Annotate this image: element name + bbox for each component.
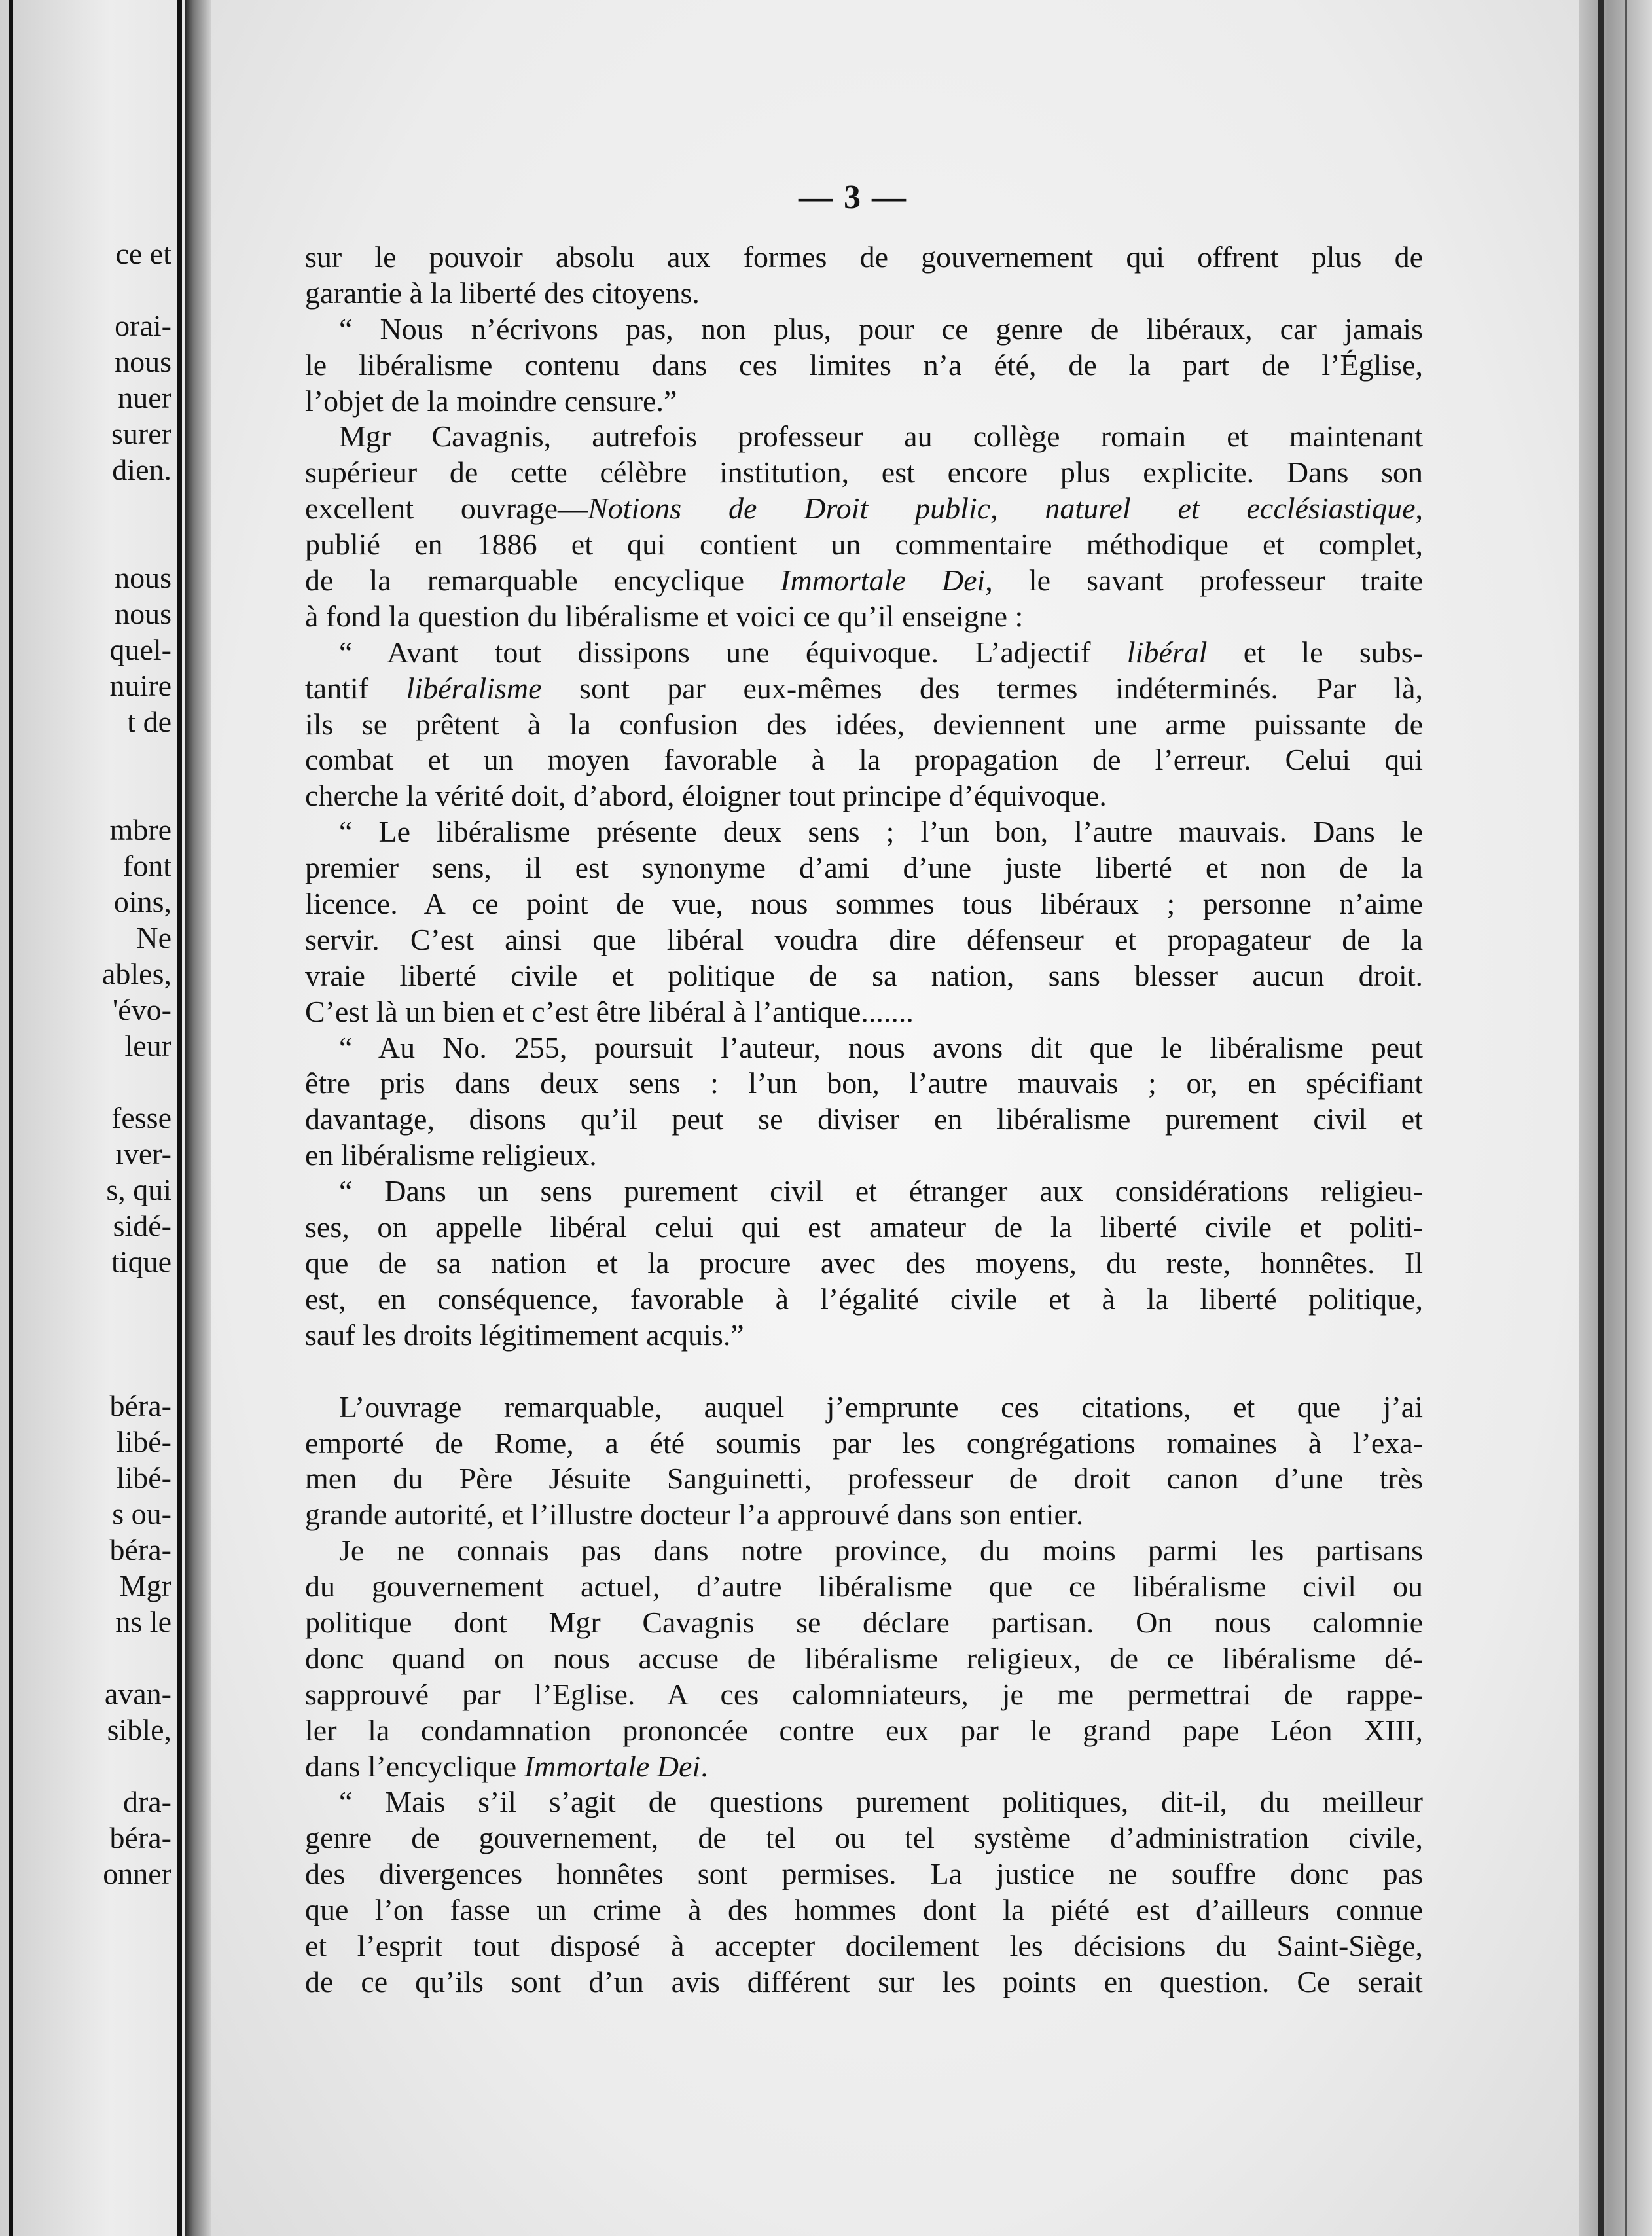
text-run: “ Dans un sens purement civil et étranger aux considérations religieu- [339, 1174, 1423, 1208]
left-fragment-line [0, 1064, 171, 1100]
left-fragment-line: libé- [116, 1461, 171, 1494]
text-line [305, 671, 1423, 707]
left-fragment-line: ıver- [115, 1137, 171, 1170]
left-fragment-line: libé- [116, 1425, 171, 1458]
text-run: est, en conséquence, favorable à l’égalité civile et à la liberté politique, [305, 1282, 1423, 1316]
text-run: L’ouvrage remarquable, auquel j’emprunte ces citations, et que j’ai [339, 1390, 1423, 1424]
italic-title: Immortale Dei [524, 1749, 701, 1783]
text-line [305, 886, 1423, 922]
text-line [305, 1784, 1423, 1820]
italic-title: libéral [1126, 635, 1208, 669]
left-fragment-line [0, 272, 171, 308]
text-run: grande autorité, et l’illustre docteur l’a approuvé dans son entier. [305, 1498, 1084, 1532]
text-run: des divergences honnêtes sont permises. La justice ne souffre donc pas [305, 1857, 1423, 1891]
text-line [305, 814, 1423, 850]
text-run: que de sa nation et la procure avec des moyens, du reste, honnêtes. Il [305, 1246, 1423, 1280]
right-page-edge [1579, 0, 1652, 2236]
text-line [305, 1318, 1423, 1354]
text-run: du gouvernement actuel, d’autre libéralisme que ce libéralisme civil ou [305, 1570, 1423, 1604]
text-line [305, 1461, 1423, 1497]
left-fragment-line: nuire [109, 669, 171, 702]
text-run: le libéralisme contenu dans ces limites n’a été, de la part de l’Église, [305, 348, 1423, 382]
text-line [305, 1533, 1423, 1569]
text-run: et le subs- [1207, 635, 1424, 669]
text-run: emporté de Rome, a été soumis par les congrégations romaines à l’exa- [305, 1426, 1423, 1460]
text-line [305, 1569, 1423, 1605]
text-run: “ Le libéralisme présente deux sens ; l’un bon, l’autre mauvais. Dans le [339, 815, 1423, 849]
text-run: de ce qu’ils sont d’un avis différent sur les points en question. Ce serait [305, 1964, 1423, 1998]
text-run: à fond la question du libéralisme et voici ce qu’il enseigne : [305, 599, 1024, 633]
left-fragment-line [0, 524, 171, 560]
left-fragment-line: nous [115, 345, 171, 378]
text-run: “ Au No. 255, poursuit l’auteur, nous avons dit que le libéralisme peut [339, 1030, 1423, 1064]
text-run: men du Père Jésuite Sanguinetti, professeur de droit canon d’une très [305, 1462, 1423, 1496]
left-fragment-line [0, 776, 171, 812]
text-line [305, 1497, 1423, 1533]
text-line [305, 778, 1423, 814]
text-run: sauf les droits légitimement acquis.” [305, 1318, 744, 1352]
text-run: garantie à la liberté des citoyens. [305, 276, 700, 310]
text-line [305, 742, 1423, 778]
paragraph-gap [305, 1354, 1423, 1390]
text-run: excellent ouvrage— [305, 492, 588, 526]
left-fragment-line: leur [124, 1029, 171, 1062]
left-fragment-line: béra- [109, 1821, 171, 1854]
text-line [305, 922, 1423, 958]
left-fragment-line: onner [103, 1857, 171, 1890]
text-line [305, 1749, 1423, 1785]
text-run: et l’esprit tout disposé à accepter docilement les décisions du Saint-Siège, [305, 1928, 1423, 1962]
text-line [305, 1856, 1423, 1892]
left-fragment-line [0, 1316, 171, 1352]
text-line [305, 1892, 1423, 1928]
left-fragment-line: ce et [115, 237, 171, 270]
text-run: genre de gouvernement, de tel ou tel système d’administration civile, [305, 1821, 1423, 1855]
text-run: sapprouvé par l’Eglise. A ces calomniateurs, je me permettrai de rappe- [305, 1677, 1423, 1711]
left-fragment-line: s, qui [106, 1173, 171, 1206]
text-run: ler la condamnation prononcée contre eux par le grand pape Léon XIII, [305, 1713, 1423, 1747]
left-fragment-line [0, 1280, 171, 1316]
left-fragment-line: béra- [109, 1389, 171, 1422]
text-line [305, 1102, 1423, 1138]
text-run: “ Nous n’écrivons pas, non plus, pour ce genre de libéraux, car jamais [339, 312, 1423, 346]
left-fragment-line: 'évo- [112, 993, 171, 1026]
text-line [305, 1210, 1423, 1246]
text-line [305, 1246, 1423, 1282]
left-fragment-line: avan- [104, 1677, 171, 1710]
left-facing-page [0, 0, 185, 2236]
text-run: “ Mais s’il s’agit de questions purement politiques, dit-il, du meilleur [339, 1785, 1423, 1819]
left-fragment-line [0, 740, 171, 776]
text-line [305, 419, 1423, 455]
text-run: cherche la vérité doit, d’abord, éloigner tout principe d’équivoque. [305, 779, 1107, 813]
text-run: davantage, disons qu’il peut se diviser en libéralisme purement civil et [305, 1102, 1423, 1136]
text-line [305, 1605, 1423, 1641]
text-line [305, 276, 1423, 312]
text-run: “ Avant tout dissipons une équivoque. L’adjectif [339, 635, 1127, 669]
text-line [305, 994, 1423, 1030]
left-fragment-line: oins, [113, 885, 171, 918]
left-fragment-line [0, 488, 171, 524]
text-run: , le savant professeur traite [985, 564, 1423, 598]
left-page-text-fragments [0, 236, 171, 1892]
left-fragment-line: béra- [109, 1533, 171, 1566]
text-line [305, 635, 1423, 671]
left-fragment-line: nuer [118, 381, 171, 414]
text-line [305, 1426, 1423, 1462]
text-line [305, 1928, 1423, 1964]
left-fragment-line: nous [115, 561, 171, 594]
text-run: de la remarquable encyclique [305, 564, 781, 598]
text-line [305, 312, 1423, 348]
text-line [305, 348, 1423, 384]
left-page-fold-rule [177, 0, 182, 2236]
text-line [305, 1174, 1423, 1210]
book-gutter [185, 0, 211, 2236]
italic-title: libéralisme [406, 671, 542, 705]
text-run: servir. C’est ainsi que libéral voudra dire défenseur et propagateur de la [305, 922, 1423, 956]
text-run: en libéralisme religieux. [305, 1138, 597, 1172]
text-run: donc quand on nous accuse de libéralisme religieux, de ce libéralisme dé- [305, 1641, 1423, 1675]
text-run: dans l’encyclique [305, 1749, 524, 1783]
body-text [305, 240, 1423, 2000]
left-fragment-line: ables, [101, 957, 171, 990]
text-line [305, 707, 1423, 743]
left-fragment-line: mbre [109, 813, 171, 846]
text-run: supérieur de cette célèbre institution, est encore plus explicite. Dans son [305, 456, 1423, 490]
left-fragment-line: font [122, 849, 171, 882]
page-number: — 3 — [799, 179, 907, 216]
left-fragment-line: surer [111, 417, 171, 450]
text-run: licence. A ce point de vue, nous sommes tous libéraux ; personne n’aime [305, 887, 1423, 921]
left-fragment-line: t de [127, 705, 171, 738]
text-run: , [1415, 492, 1423, 526]
text-run: C’est là un bien et c’est être libéral à l’antique....... [305, 994, 914, 1028]
left-fragment-line: Mgr [119, 1569, 171, 1602]
text-line [305, 958, 1423, 994]
left-fragment-line: Ne [136, 921, 171, 954]
right-edge-rule-thin [1625, 0, 1627, 2236]
text-line [305, 1964, 1423, 2000]
text-run: ils se prêtent à la confusion des idées, deviennent une arme puissante de [305, 707, 1423, 741]
text-line [305, 599, 1423, 635]
text-line [305, 1677, 1423, 1713]
left-fragment-line: nous [115, 597, 171, 630]
left-fragment-line: orai- [115, 309, 171, 342]
text-run: vraie liberté civile et politique de sa nation, sans blesser aucun droit. [305, 958, 1423, 992]
text-run: publié en 1886 et qui contient un commentaire méthodique et complet, [305, 528, 1423, 562]
left-fragment-line: quel- [109, 633, 171, 666]
text-line [305, 240, 1423, 276]
left-fragment-line: fesse [111, 1101, 171, 1134]
text-run: l’objet de la moindre censure.” [305, 384, 677, 418]
left-fragment-line [0, 1352, 171, 1388]
text-line [305, 1066, 1423, 1102]
text-line [305, 1282, 1423, 1318]
text-line [305, 384, 1423, 420]
text-run: Je ne connais pas dans notre province, du moins parmi les partisans [339, 1534, 1423, 1568]
italic-title: Immortale Dei [780, 564, 986, 598]
left-fragment-line: dra- [122, 1785, 171, 1818]
left-fragment-line: ns le [115, 1605, 171, 1638]
left-fragment-line: dien. [112, 453, 171, 486]
text-line [305, 491, 1423, 527]
left-fragment-line [0, 1640, 171, 1676]
text-run: tantif [305, 671, 406, 705]
text-line [305, 527, 1423, 563]
text-run: être pris dans deux sens : l’un bon, l’autre mauvais ; or, en spécifiant [305, 1066, 1423, 1100]
text-run: ses, on appelle libéral celui qui est amateur de la liberté civile et politi- [305, 1210, 1423, 1244]
left-fragment-line: s ou- [112, 1497, 171, 1530]
text-line [305, 455, 1423, 491]
text-run: premier sens, il est synonyme d’ami d’une juste liberté et non de la [305, 851, 1423, 885]
text-line [305, 1030, 1423, 1066]
left-fragment-line [0, 1748, 171, 1784]
text-line [305, 563, 1423, 599]
text-run: sur le pouvoir absolu aux formes de gouvernement qui offrent plus de [305, 240, 1423, 274]
text-run: que l’on fasse un crime à des hommes dont la piété est d’ailleurs connue [305, 1893, 1423, 1927]
right-edge-rule [1598, 0, 1604, 2236]
text-line [305, 1641, 1423, 1677]
text-run: . [700, 1749, 708, 1783]
text-line [305, 1713, 1423, 1749]
left-fragment-line: tique [111, 1245, 171, 1278]
left-fragment-line: sible, [107, 1713, 171, 1746]
text-run: combat et un moyen favorable à la propagation de l’erreur. Celui qui [305, 743, 1423, 777]
text-run: sont par eux-mêmes des termes indéterminés. Par là, [541, 671, 1423, 705]
italic-title: Notions de Droit public, naturel et ecclésiastique [588, 492, 1416, 526]
text-line [305, 850, 1423, 886]
left-fragment-line: sidé- [113, 1209, 171, 1242]
text-line [305, 1820, 1423, 1856]
text-run: Mgr Cavagnis, autrefois professeur au collège romain et maintenant [339, 420, 1423, 454]
text-run: politique dont Mgr Cavagnis se déclare partisan. On nous calomnie [305, 1605, 1423, 1639]
text-line [305, 1138, 1423, 1174]
text-line [305, 1390, 1423, 1426]
